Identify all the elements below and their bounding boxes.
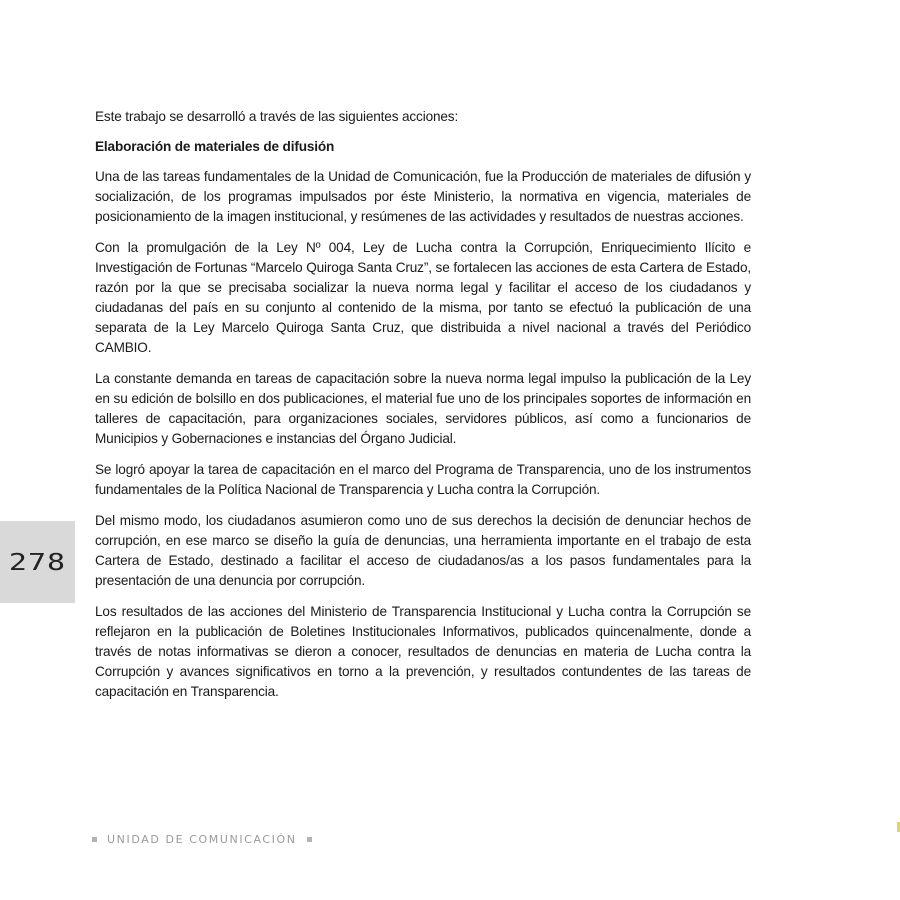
document-body: [95, 107, 751, 713]
intro-text: Este trabajo se desarrolló a través de las siguientes acciones:: [95, 109, 459, 124]
running-footer: [92, 833, 312, 846]
page-number: 278: [8, 548, 67, 576]
paragraph-4: Se logró apoyar la tarea de capacitación en el marco del Programa de Transparencia, uno de los instrumentos fundamentales de la Política Nacional de Transparencia y Lucha contra la Corrupción.: [95, 462, 751, 497]
page-number-tab: [0, 521, 75, 603]
paragraph-2: Con la promulgación de la Ley Nº 004, Ley de Lucha contra la Corrupción, Enriquecimiento Ilícito e Investigación de Fortunas “Marcelo Quiroga Santa Cruz”, se fortalecen las acciones de esta Cartera de Estado, razón por la que se precisaba socializar la nueva norma legal y facilitar el acceso de los ciudadanos y ciudadanas del país en su conjunto al contenido de la misma, por tanto se efectuó la publicación de una separata de la Ley Marcelo Quiroga Santa Cruz, que distribuida a nivel nacional a través del Periódico CAMBIO.: [95, 240, 751, 355]
paragraph-1: Una de las tareas fundamentales de la Unidad de Comunicación, fue la Producción de materiales de difusión y socialización, de los programas impulsados por éste Ministerio, la normativa en vigencia, materiales de posicionamiento de la imagen institucional, y resúmenes de las actividades y resultados de nuestras acciones.: [95, 169, 751, 224]
paragraph-5: Del mismo modo, los ciudadanos asumieron como uno de sus derechos la decisión de denunciar hechos de corrupción, en ese marco se diseño la guía de denuncias, una herramienta importante en el trabajo de esta Cartera de Estado, destinado a facilitar el acceso de ciudadanos/as a los pasos fundamentales para la presentación de una denuncia por corrupción.: [95, 513, 751, 588]
section-heading: Elaboración de materiales de difusión: [95, 139, 335, 154]
footer-bullet-right: [307, 837, 312, 842]
footer-text: UNIDAD DE COMUNICACIÓN: [107, 833, 297, 846]
paragraph-6: Los resultados de las acciones del Ministerio de Transparencia Institucional y Lucha contra la Corrupción se reflejaron en la publicación de Boletines Institucionales Informativos, publicados quincenalmente, donde a través de notas informativas se dieron a conocer, resultados de denuncias en materia de Lucha contra la Corrupción y avances significativos en torno a la prevención, y resultados contundentes de las tareas de capacitación en Transparencia.: [95, 604, 751, 699]
footer-bullet-left: [92, 837, 97, 842]
paragraph-3: La constante demanda en tareas de capacitación sobre la nueva norma legal impulso la publicación de la Ley en su edición de bolsillo en dos publicaciones, el material fue uno de los principales soportes de información en talleres de capacitación, para organizaciones sociales, servidores públicos, así como a funcionarios de Municipios y Gobernaciones e instancias del Órgano Judicial.: [95, 371, 751, 446]
